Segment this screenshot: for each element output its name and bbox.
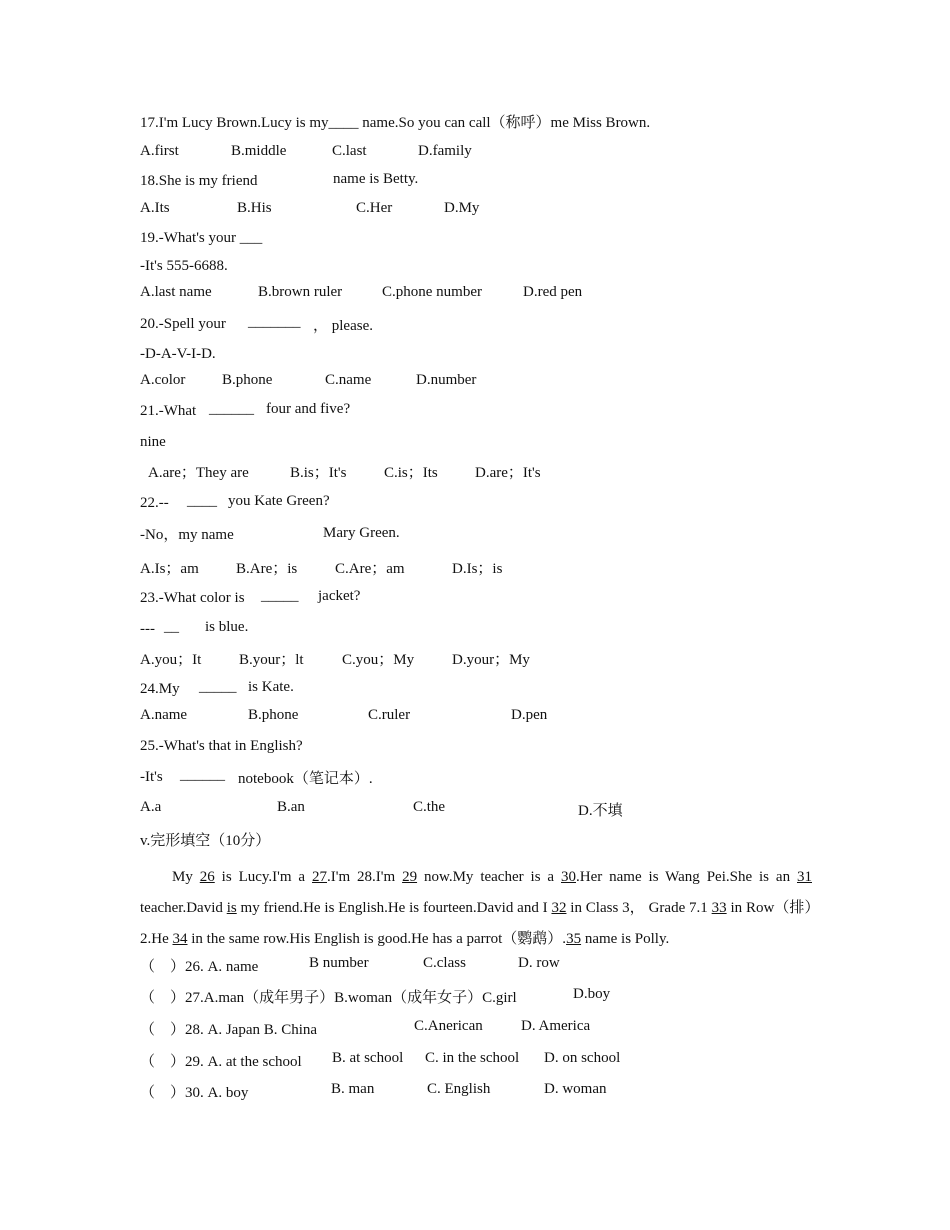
option-b: B.your；lt: [239, 652, 304, 668]
item-question: （ ）30. A. boy: [140, 1085, 249, 1101]
option-a: A.a: [140, 799, 162, 815]
q25-answer: -It's: [140, 769, 163, 785]
q17-blank: ____: [328, 115, 359, 131]
option-d: D.family: [418, 143, 472, 159]
option-a: A.Is；am: [140, 561, 199, 577]
q23-text-end: jacket?: [318, 588, 361, 604]
option-b: B.phone: [248, 707, 299, 723]
option-c: C.phone number: [382, 284, 482, 300]
q23-answer-blank: __: [164, 619, 179, 635]
q18-text: 18.She is my friend: [140, 173, 258, 189]
q20-answer: -D-A-V-I-D.: [140, 346, 216, 362]
option-c: C.ruler: [368, 707, 411, 723]
passage-text: now.My teacher is a: [417, 869, 561, 885]
option-c: C.Anerican: [414, 1018, 483, 1034]
option-b: B.is；It's: [290, 465, 347, 481]
item-question: （ ）27.A.man（成年男子）B.woman（成年女子）C.girl: [140, 990, 517, 1006]
option-d: D.red pen: [523, 284, 583, 300]
q22-answer-end: Mary Green.: [323, 525, 400, 541]
passage-text: in Class 3， Grade 7.1: [566, 900, 712, 916]
option-d: D.pen: [511, 707, 548, 723]
passage-text: teacher.David: [140, 900, 227, 916]
q21-answer: nine: [140, 434, 166, 450]
option-b: B number: [309, 955, 369, 971]
passage-text: My: [172, 869, 200, 885]
option-a: A.name: [140, 707, 188, 723]
question-25: 25.-What's that in English?: [140, 738, 303, 754]
option-a: A.last name: [140, 284, 212, 300]
option-c: C.Her: [356, 200, 393, 216]
section-heading: v.完形填空（10分）: [140, 833, 271, 849]
option-c: C.the: [413, 799, 446, 815]
q20-text-end: ， please.: [313, 318, 373, 334]
q19-answer: -It's 555-6688.: [140, 258, 228, 274]
option-c: C.class: [423, 955, 466, 971]
passage-text: in Row（排）2.He: [140, 900, 812, 947]
blank-29: 29: [402, 869, 418, 885]
blank-31: 31: [797, 869, 812, 885]
question-21: [140, 401, 196, 421]
option-b: B.an: [277, 799, 305, 815]
option-d: D.不填: [578, 803, 623, 819]
q21-blank: ______: [209, 401, 254, 417]
q20-blank: _______: [248, 314, 301, 330]
q19-text: 19.-What's your: [140, 230, 240, 246]
cloze-passage: [140, 862, 812, 955]
option-d: D.My: [444, 200, 480, 216]
option-c: C.you；My: [342, 652, 415, 668]
option-d: D. woman: [544, 1081, 607, 1097]
q20-text: 20.-Spell your: [140, 316, 226, 332]
blank-34: 34: [172, 931, 188, 947]
q23-text: 23.-What color is: [140, 590, 245, 606]
option-d: D. America: [521, 1018, 591, 1034]
q18-text-end: name is Betty.: [333, 171, 419, 187]
q24-text-end: is Kate.: [248, 679, 294, 695]
option-d: D.boy: [573, 986, 611, 1002]
q21-text: 21.-What: [140, 403, 197, 419]
q17-text: 17.I'm Lucy Brown.Lucy is my: [140, 115, 329, 131]
option-c: C.last: [332, 143, 367, 159]
option-b: B.brown ruler: [258, 284, 343, 300]
option-a: A.first: [140, 143, 179, 159]
question-18: [140, 171, 258, 191]
q23-answer-end: is blue.: [205, 619, 249, 635]
option-b: B.His: [237, 200, 272, 216]
blank-26: 26: [199, 869, 215, 885]
q22-text: 22.--: [140, 495, 169, 511]
option-d: D. row: [518, 955, 560, 971]
blank-33: 33: [711, 900, 727, 916]
option-a: A.color: [140, 372, 186, 388]
question-24: [140, 679, 180, 699]
option-c: C.is；Its: [384, 465, 438, 481]
question-19: [140, 228, 262, 248]
q24-text: 24.My: [140, 681, 180, 697]
item-question: （ ）26. A. name: [140, 959, 259, 975]
passage-text: in the same row.His English is good.He has a parrot（鹦鹉）.: [187, 931, 567, 947]
option-d: D. on school: [544, 1050, 621, 1066]
q25-blank: ______: [180, 767, 225, 783]
q25-answer-end: notebook（笔记本）.: [238, 771, 373, 787]
q22-text-end: you Kate Green?: [228, 493, 330, 509]
item-question: （ ）29. A. at the school: [140, 1054, 302, 1070]
option-c: C. in the school: [425, 1050, 520, 1066]
q24-blank: _____: [199, 679, 237, 695]
blank-30: 30: [561, 869, 576, 885]
option-b: B. man: [331, 1081, 375, 1097]
passage-text: my friend.He is English.He is fourteen.David and I: [236, 900, 552, 916]
blank-27: 27: [312, 869, 328, 885]
option-d: D.are；It's: [475, 465, 541, 481]
option-d: D.Is；is: [452, 561, 503, 577]
q22-answer: -No，my name: [140, 527, 234, 543]
option-b: B.phone: [222, 372, 273, 388]
option-a: A.are；They are: [148, 465, 249, 481]
q17-text-end: name.So you can call（称呼）me Miss Brown.: [358, 115, 651, 131]
option-c: C. English: [427, 1081, 491, 1097]
question-20: [140, 314, 226, 334]
passage-text: .Her name is Wang Pei.She is an: [576, 869, 797, 885]
question-17: [140, 113, 650, 133]
q23-blank: _____: [261, 588, 299, 604]
passage-text: is Lucy.I'm a: [214, 869, 313, 885]
option-b: B.Are；is: [236, 561, 298, 577]
q22-blank: ____: [187, 493, 217, 509]
q21-text-end: four and five?: [266, 401, 351, 417]
question-22: [140, 493, 169, 513]
option-d: D.your；My: [452, 652, 530, 668]
option-b: B.middle: [231, 143, 287, 159]
option-c: C.Are；am: [335, 561, 405, 577]
passage-text: name is Polly.: [581, 931, 670, 947]
option-a: A.you；It: [140, 652, 202, 668]
blank-35: 35: [566, 931, 582, 947]
passage-text: .I'm 28.I'm: [327, 869, 403, 885]
option-a: A.Its: [140, 200, 170, 216]
option-c: C.name: [325, 372, 372, 388]
q23-answer: ---: [140, 621, 155, 637]
blank-is: is: [226, 900, 237, 916]
item-question: （ ）28. A. Japan B. China: [140, 1022, 318, 1038]
blank-32: 32: [551, 900, 567, 916]
option-d: D.number: [416, 372, 477, 388]
q19-blank: ___: [239, 230, 263, 246]
question-23: [140, 588, 245, 608]
option-b: B. at school: [332, 1050, 404, 1066]
